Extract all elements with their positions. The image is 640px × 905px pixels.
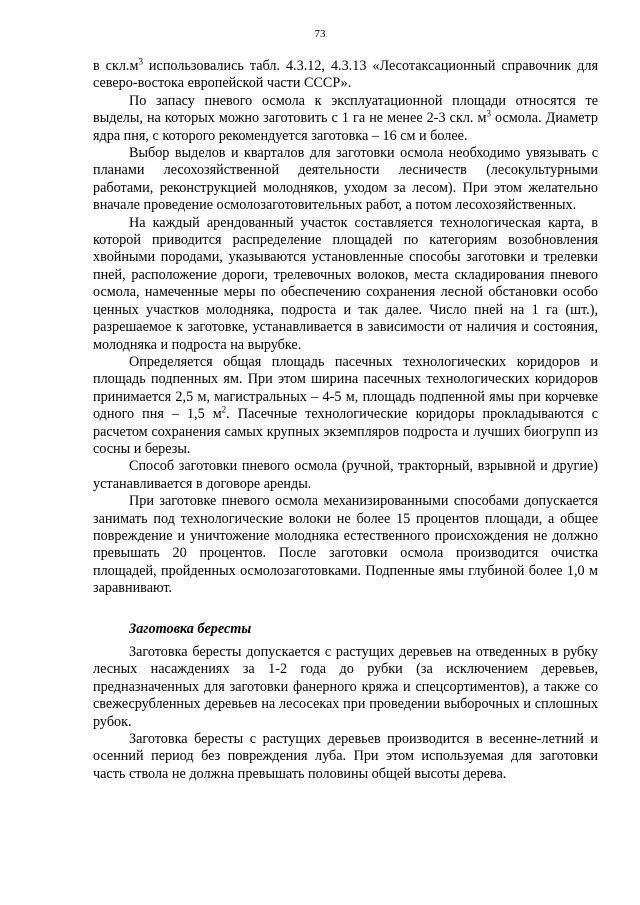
paragraph bbox=[93, 354, 598, 458]
paragraph-text: При заготовке пневого осмола механизированными способами допускается занимать под технологические волоки не более 15 процентов площади, а общее повреждение и уничтожение молодняка естественного происхождения не должно превышать 20 процентов. После заготовки осмола производится очистка площадей, пройденных осмолозаготовками. Подпенные ямы глубиной более 1,0 м заравнивают. bbox=[93, 493, 598, 597]
paragraph bbox=[93, 644, 598, 731]
paragraph bbox=[93, 458, 598, 493]
paragraph-text: Заготовка бересты с растущих деревьев производится в весенне-летний и осенний период без повреждения луба. При этом используемая для заготовки часть ствола не должна превышать половины общей высоты дерева. bbox=[93, 731, 598, 782]
paragraph bbox=[93, 493, 598, 597]
document-body bbox=[93, 58, 598, 783]
paragraph bbox=[93, 145, 598, 215]
paragraph bbox=[93, 58, 598, 93]
paragraph-text: По запасу пневого осмола к эксплуатационной площади относятся те выделы, на которых можно заготовить с 1 га не менее 2-3 скл. м bbox=[93, 92, 598, 127]
paragraph bbox=[93, 215, 598, 354]
paragraph-text: в скл.м bbox=[93, 58, 139, 74]
paragraph-text: Выбор выделов и кварталов для заготовки осмола необходимо увязывать с планами лесохозяйственной деятельности лесничеств (лесокультурными работами, реконструкцией молодняков, уходом за лесом). При этом желательно вначале проведение осмолозаготовительных работ, а потом лесохозяйственных. bbox=[93, 145, 598, 214]
section-heading: Заготовка бересты bbox=[129, 620, 252, 637]
superscript: 3 bbox=[138, 56, 143, 67]
page-number: 73 bbox=[314, 28, 326, 40]
paragraph bbox=[93, 731, 598, 783]
superscript: 2 bbox=[221, 404, 227, 415]
paragraph-text: Способ заготовки пневого осмола (ручной, тракторный, взрывной и другие) устанавливается в договоре аренды. bbox=[93, 458, 598, 492]
paragraph-text: . Пасечные технологические коридоры прокладываются с расчетом сохранения самых крупных экземпляров подроста и лучших биогрупп из сосны и березы. bbox=[93, 406, 598, 457]
superscript: 3 bbox=[486, 108, 491, 119]
paragraph bbox=[93, 93, 598, 145]
paragraph-text: Заготовка бересты допускается с растущих деревьев на отведенных в рубку лесных насаждениях за 1-2 года до рубки (за исключением деревьев, предназначенных для заготовки фанерного кряжа и спецсортиментов), а также со свежесрубленных деревьев на лесосеках при проведении выборочных и сплошных рубок. bbox=[93, 644, 598, 730]
paragraph-text: использовались табл. 4.3.12, 4.3.13 «Лесотаксационный справочник для северо-востока европейской части СССР». bbox=[93, 58, 598, 92]
paragraph-text: Определяется общая площадь пасечных технологических коридоров и площадь подпенных ям. При этом ширина пасечных технологических коридоров принимается 2,5 м, магистральных – 4-5 м, площадь подпенной ямы при корчевке одного пня – 1,5 м bbox=[93, 353, 598, 423]
paragraph-text: На каждый арендованный участок составляется технологическая карта, в которой приводится распределение площадей по категориям возобновления хвойными породами, указываются установленные способы заготовки и трелевки пней, расположение дороги, трелевочных волоков, места складирования пневого осмола, намеченные меры по обеспечению сохранения лесной обстановки особо ценных участков молодняка, подроста и так далее. Число пней на 1 га (шт.), разрешаемое к заготовке, устанавливается в зависимости от наличия и состояния, молодняка и подроста на вырубке. bbox=[93, 214, 598, 353]
paragraph-text: осмола. Диаметр ядра пня, с которого рекомендуется заготовка – 16 см и более. bbox=[93, 110, 598, 144]
